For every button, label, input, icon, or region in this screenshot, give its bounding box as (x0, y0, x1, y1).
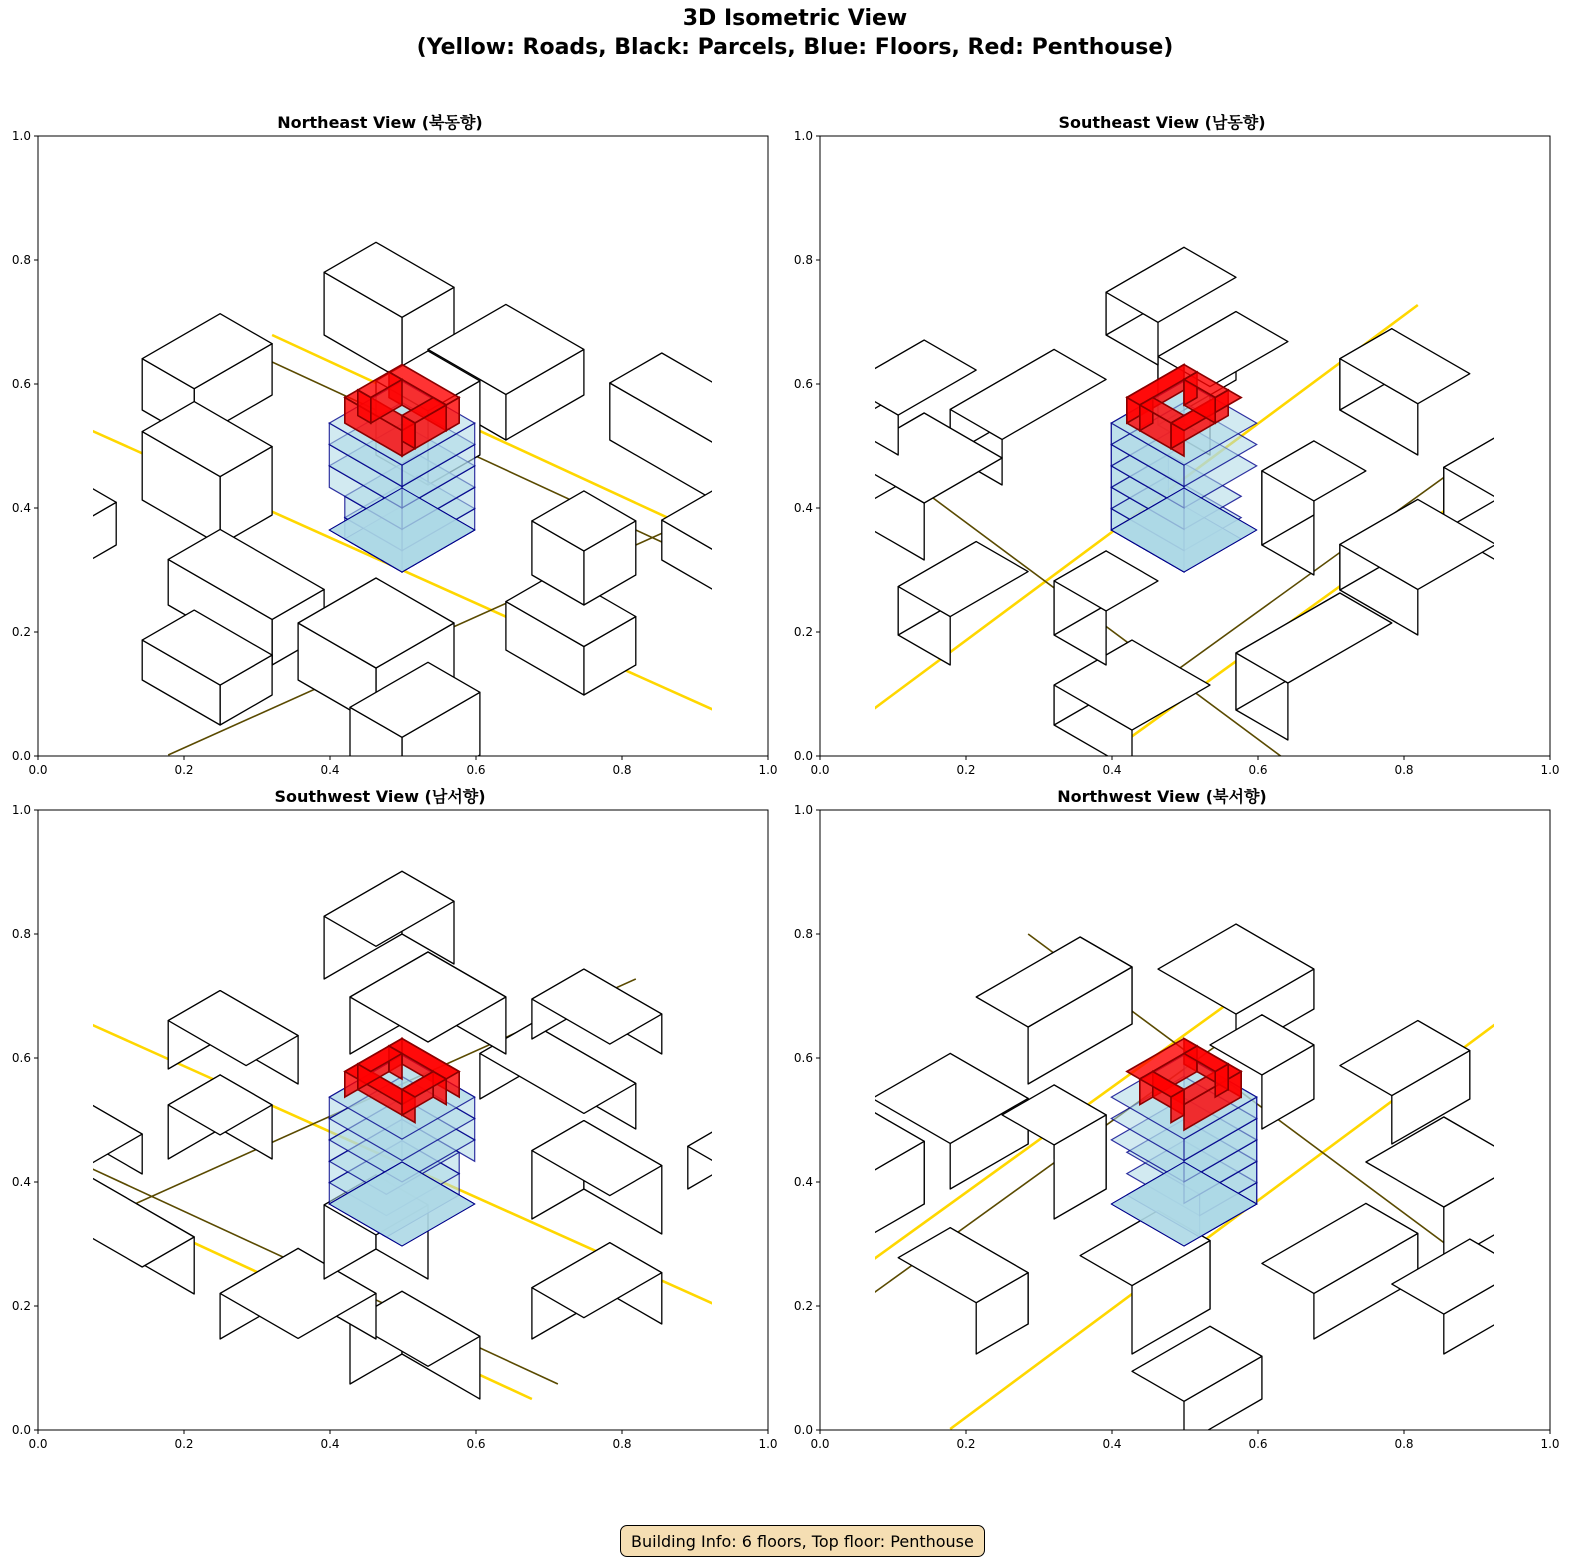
y-tick-label: 1.0 (11, 129, 31, 143)
y-tick-label: 0.4 (793, 1175, 813, 1189)
x-tick-label: 0.8 (612, 763, 632, 777)
x-tick-label: 1.0 (1540, 763, 1560, 777)
figure-title-line2: (Yellow: Roads, Black: Parcels, Blue: Floors, Red: Penthouse) (416, 35, 1174, 60)
y-tick-label: 0.2 (793, 625, 813, 639)
y-tick-label: 0.6 (11, 1051, 31, 1065)
x-tick-label: 0.6 (466, 1437, 486, 1451)
isometric-plot-northwest (782, 784, 1560, 1464)
x-tick-label: 0.4 (320, 763, 340, 777)
x-tick-label: 0.8 (612, 1437, 632, 1451)
figure-title (0, 4, 1590, 62)
x-tick-label: 0.6 (1248, 763, 1268, 777)
x-tick-label: 0.8 (1394, 1437, 1414, 1451)
x-tick-label: 0.4 (320, 1437, 340, 1451)
y-tick-label: 0.8 (11, 927, 31, 941)
x-tick-label: 0.0 (28, 763, 48, 777)
y-tick-label: 0.0 (11, 1423, 31, 1437)
x-tick-label: 0.0 (28, 1437, 48, 1451)
y-tick-label: 0.6 (11, 377, 31, 391)
figure-title-line1: 3D Isometric View (682, 6, 908, 31)
panel-southeast (782, 110, 1560, 790)
x-tick-label: 1.0 (758, 763, 778, 777)
y-tick-label: 0.4 (11, 501, 31, 515)
parcel-building (1574, 1096, 1590, 1204)
scene-group (0, 871, 818, 1399)
y-tick-label: 0.8 (793, 253, 813, 267)
x-tick-label: 0.6 (1248, 1437, 1268, 1451)
panel-title-northeast: Northeast View (북동향) (277, 113, 483, 132)
y-tick-label: 0.2 (11, 625, 31, 639)
x-tick-label: 0.4 (1102, 1437, 1122, 1451)
x-tick-label: 0.0 (810, 763, 830, 777)
building-info-box: Building Info: 6 floors, Top floor: Penthouse (620, 1525, 985, 1557)
x-tick-label: 0.2 (956, 763, 976, 777)
y-tick-label: 1.0 (793, 803, 813, 817)
y-tick-label: 0.8 (11, 253, 31, 267)
isometric-plot-southeast (782, 110, 1560, 790)
x-tick-label: 0.8 (1394, 763, 1414, 777)
x-tick-label: 1.0 (758, 1437, 778, 1451)
panel-southwest (0, 784, 778, 1464)
y-tick-label: 0.6 (793, 377, 813, 391)
x-tick-label: 0.6 (466, 763, 486, 777)
y-tick-label: 0.0 (11, 749, 31, 763)
panel-northeast (0, 110, 778, 790)
panel-title-southwest: Southwest View (남서향) (274, 787, 486, 806)
y-tick-label: 0.6 (793, 1051, 813, 1065)
y-tick-label: 0.0 (793, 1423, 813, 1437)
x-tick-label: 0.0 (810, 1437, 830, 1451)
y-tick-label: 0.4 (793, 501, 813, 515)
isometric-plot-northeast (0, 110, 778, 790)
panel-northwest (782, 784, 1560, 1464)
scene-group (794, 924, 1590, 1444)
x-tick-label: 0.2 (956, 1437, 976, 1451)
y-tick-label: 0.8 (793, 927, 813, 941)
y-tick-label: 0.2 (793, 1299, 813, 1313)
isometric-plot-southwest (0, 784, 778, 1464)
x-tick-label: 0.2 (174, 1437, 194, 1451)
y-tick-label: 1.0 (11, 803, 31, 817)
y-tick-label: 0.4 (11, 1175, 31, 1189)
panel-title-northwest: Northwest View (북서향) (1057, 787, 1267, 806)
x-tick-label: 0.4 (1102, 763, 1122, 777)
panel-title-southeast: Southeast View (남동향) (1058, 113, 1266, 132)
y-tick-label: 1.0 (793, 129, 813, 143)
y-tick-label: 0.2 (11, 1299, 31, 1313)
x-tick-label: 1.0 (1540, 1437, 1560, 1451)
y-tick-label: 0.0 (793, 749, 813, 763)
x-tick-label: 0.2 (174, 763, 194, 777)
